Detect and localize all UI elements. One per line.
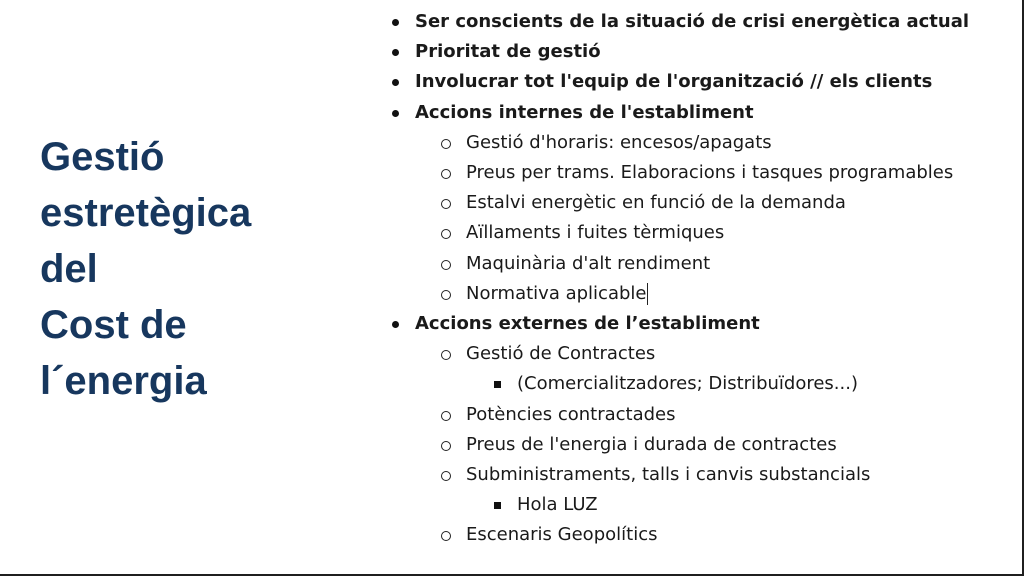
title-line: Gestió [40,135,165,179]
bullet-circle-icon [441,199,451,209]
bullet-disc-icon [392,79,399,86]
bullet-circle-icon [441,350,451,360]
title-line: l´energia [40,359,207,403]
list-item-label: Involucrar tot l'equip de l'organització // els clients [415,71,933,93]
bullet-circle-icon [441,531,451,541]
list-item-label: Subministraments, talls i canvis substancials [466,464,871,485]
bullet-circle-icon [441,441,451,451]
list-item-label: Hola LUZ [517,494,598,516]
list-item-label: Gestió de Contractes [466,343,656,365]
bullet-circle-icon [441,411,451,421]
bullet-disc-icon [392,19,399,26]
bullet-circle-icon [441,169,451,179]
list-item-label: (Comercialitzadores; Distribuïdores...) [517,373,858,395]
list-item-label: Accions internes de l'establiment [415,101,754,123]
title-line: estretègica [40,191,252,235]
bullet-circle-icon [441,290,451,300]
bullet-disc-icon [392,49,399,56]
list-item-label: Ser conscients de la situació de crisi energètica actual [415,11,970,32]
list-item-label: Maquinària d'alt rendiment [466,252,711,274]
list-item-label: Estalvi energètic en funció de la demanda [466,192,846,214]
bullet-circle-icon [441,139,451,149]
bullet-circle-icon [441,471,451,481]
list-item-label: Prioritat de gestió [415,41,601,63]
list-item-label: Preus per trams. Elaboracions i tasques programables [466,162,954,183]
list-item-label: Normativa aplicable [466,282,647,304]
bullet-square-icon [494,502,501,509]
bullet-circle-icon [441,260,451,270]
list-item-label: Gestió d'horaris: encesos/apagats [466,131,772,153]
list-item-label: Escenaris Geopolítics [466,524,658,546]
title-line: del [40,247,98,291]
bullet-disc-icon [392,110,399,117]
list-item-label: Potències contractades [466,403,676,425]
bullet-disc-icon [392,321,399,328]
list-item-label: Accions externes de l’establiment [415,313,760,334]
list-item-label: Aïllaments i fuites tèrmiques [466,222,725,244]
bullet-circle-icon [441,229,451,239]
list-item-label: Preus de l'energia i durada de contractes [466,433,837,455]
text-cursor [647,283,648,305]
bullet-square-icon [494,381,501,388]
title-line: Cost de [40,303,187,347]
